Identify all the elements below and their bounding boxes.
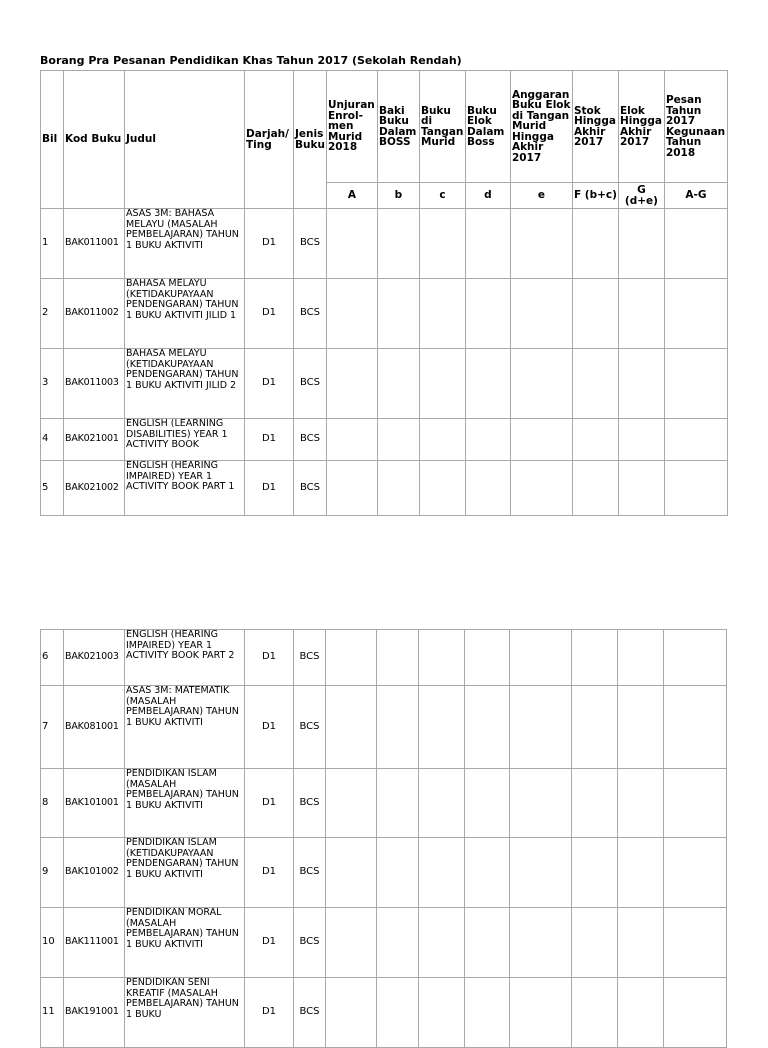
row-entry-cell[interactable] xyxy=(572,978,618,1048)
row-entry-cell[interactable] xyxy=(510,686,572,769)
header-stok: Stok Hingga Akhir 2017 xyxy=(572,71,618,183)
row-kod-buku: BAK081001 xyxy=(64,686,125,769)
row-entry-cell[interactable] xyxy=(326,209,377,279)
row-entry-cell[interactable] xyxy=(664,769,727,838)
row-jenis: BCS xyxy=(294,769,326,838)
letter-a-g: A-G xyxy=(664,183,727,209)
row-bil: 10 xyxy=(41,908,64,978)
row-judul: BAHASA MELAYU (KETIDAKUPAYAAN PENDENGARAN) TAHUN 1 BUKU AKTIVITI JILID 2 xyxy=(125,349,245,419)
row-entry-cell[interactable] xyxy=(377,686,419,769)
row-entry-cell[interactable] xyxy=(419,686,465,769)
row-darjah: D1 xyxy=(245,908,294,978)
form-title: Borang Pra Pesanan Pendidikan Khas Tahun 2017 (Sekolah Rendah) xyxy=(40,54,462,67)
header-elok: Buku Elok Dalam Boss xyxy=(465,71,510,183)
row-judul: ASAS 3M: MATEMATIK (MASALAH PEMBELAJARAN) TAHUN 1 BUKU AKTIVITI xyxy=(125,686,245,769)
row-entry-cell[interactable] xyxy=(618,908,664,978)
row-entry-cell[interactable] xyxy=(510,908,572,978)
header-tangan: Buku di Tangan Murid xyxy=(419,71,465,183)
table-row xyxy=(41,461,728,516)
row-darjah: D1 xyxy=(245,838,294,908)
row-kod-buku: BAK101002 xyxy=(64,838,125,908)
row-entry-cell[interactable] xyxy=(510,769,572,838)
row-entry-cell[interactable] xyxy=(618,349,664,419)
row-entry-cell[interactable] xyxy=(465,630,510,686)
row-entry-cell[interactable] xyxy=(377,419,419,461)
header-darjah: Darjah/ Ting xyxy=(245,71,294,209)
header-jenis: Jenis Buku xyxy=(294,71,327,209)
row-entry-cell[interactable] xyxy=(377,349,419,419)
row-entry-cell[interactable] xyxy=(618,630,664,686)
order-table-page-1 xyxy=(40,70,728,516)
row-bil: 5 xyxy=(41,461,64,516)
row-entry-cell[interactable] xyxy=(664,419,727,461)
row-entry-cell[interactable] xyxy=(465,769,510,838)
row-entry-cell[interactable] xyxy=(572,630,618,686)
row-entry-cell[interactable] xyxy=(664,349,727,419)
table-body-page-1 xyxy=(41,209,728,516)
row-entry-cell[interactable] xyxy=(510,349,572,419)
row-darjah: D1 xyxy=(245,978,294,1048)
row-entry-cell[interactable] xyxy=(510,279,572,349)
table-row xyxy=(41,349,728,419)
row-entry-cell[interactable] xyxy=(377,461,419,516)
row-entry-cell[interactable] xyxy=(510,461,572,516)
row-entry-cell[interactable] xyxy=(572,349,618,419)
row-kod-buku: BAK111001 xyxy=(64,908,125,978)
order-table-page-2 xyxy=(40,629,727,1048)
row-judul: ENGLISH (HEARING IMPAIRED) YEAR 1 ACTIVITY BOOK PART 2 xyxy=(125,630,245,686)
row-entry-cell[interactable] xyxy=(377,279,419,349)
row-entry-cell[interactable] xyxy=(326,349,377,419)
row-darjah: D1 xyxy=(245,461,294,516)
letter-g: G (d+e) xyxy=(618,183,664,209)
row-entry-cell[interactable] xyxy=(419,349,465,419)
row-darjah: D1 xyxy=(245,349,294,419)
letter-e: e xyxy=(510,183,572,209)
row-jenis: BCS xyxy=(294,209,327,279)
table-row xyxy=(41,419,728,461)
table-row xyxy=(41,908,727,978)
row-darjah: D1 xyxy=(245,686,294,769)
table-row xyxy=(41,838,727,908)
row-bil: 6 xyxy=(41,630,64,686)
row-entry-cell[interactable] xyxy=(664,209,727,279)
row-bil: 3 xyxy=(41,349,64,419)
row-entry-cell[interactable] xyxy=(664,630,727,686)
header-anggaran: Anggaran Buku Elok di Tangan Murid Hingga Akhir 2017 xyxy=(510,71,572,183)
table-row xyxy=(41,279,728,349)
row-entry-cell[interactable] xyxy=(377,630,419,686)
row-entry-cell[interactable] xyxy=(465,349,510,419)
row-entry-cell[interactable] xyxy=(465,978,510,1048)
row-kod-buku: BAK011001 xyxy=(64,209,125,279)
row-entry-cell[interactable] xyxy=(465,209,510,279)
row-entry-cell[interactable] xyxy=(510,419,572,461)
letter-a: A xyxy=(326,183,377,209)
row-entry-cell[interactable] xyxy=(572,209,618,279)
row-entry-cell[interactable] xyxy=(326,908,377,978)
row-entry-cell[interactable] xyxy=(465,419,510,461)
row-entry-cell[interactable] xyxy=(419,630,465,686)
row-entry-cell[interactable] xyxy=(326,769,377,838)
row-entry-cell[interactable] xyxy=(618,461,664,516)
table-row xyxy=(41,769,727,838)
row-bil: 4 xyxy=(41,419,64,461)
row-judul: BAHASA MELAYU (KETIDAKUPAYAAN PENDENGARAN) TAHUN 1 BUKU AKTIVITI JILID 1 xyxy=(125,279,245,349)
row-entry-cell[interactable] xyxy=(572,461,618,516)
row-judul: PENDIDIKAN ISLAM (MASALAH PEMBELAJARAN) TAHUN 1 BUKU AKTIVITI xyxy=(125,769,245,838)
row-entry-cell[interactable] xyxy=(572,419,618,461)
row-entry-cell[interactable] xyxy=(419,419,465,461)
row-entry-cell[interactable] xyxy=(465,461,510,516)
row-entry-cell[interactable] xyxy=(510,630,572,686)
table-row xyxy=(41,209,728,279)
row-entry-cell[interactable] xyxy=(618,769,664,838)
row-judul: ENGLISH (HEARING IMPAIRED) YEAR 1 ACTIVITY BOOK PART 1 xyxy=(125,461,245,516)
header-judul: Judul xyxy=(125,71,245,209)
row-kod-buku: BAK011003 xyxy=(64,349,125,419)
row-entry-cell[interactable] xyxy=(572,686,618,769)
row-entry-cell[interactable] xyxy=(618,978,664,1048)
row-entry-cell[interactable] xyxy=(419,838,465,908)
row-jenis: BCS xyxy=(294,419,327,461)
row-bil: 1 xyxy=(41,209,64,279)
row-entry-cell[interactable] xyxy=(572,279,618,349)
row-entry-cell[interactable] xyxy=(377,908,419,978)
row-darjah: D1 xyxy=(245,419,294,461)
row-entry-cell[interactable] xyxy=(326,279,377,349)
row-entry-cell[interactable] xyxy=(326,630,377,686)
row-entry-cell[interactable] xyxy=(664,686,727,769)
row-entry-cell[interactable] xyxy=(572,908,618,978)
header-unjuran: Unjuran Enrol-men Murid 2018 xyxy=(326,71,377,183)
row-entry-cell[interactable] xyxy=(419,461,465,516)
row-entry-cell[interactable] xyxy=(465,838,510,908)
table-row xyxy=(41,978,727,1048)
row-kod-buku: BAK101001 xyxy=(64,769,125,838)
row-kod-buku: BAK021001 xyxy=(64,419,125,461)
letter-f: F (b+c) xyxy=(572,183,618,209)
table-body-page-2 xyxy=(41,630,727,1048)
row-judul: PENDIDIKAN ISLAM (KETIDAKUPAYAAN PENDENGARAN) TAHUN 1 BUKU AKTIVITI xyxy=(125,838,245,908)
row-bil: 11 xyxy=(41,978,64,1048)
header-pesan: Pesan Tahun 2017 Kegunaan Tahun 2018 xyxy=(664,71,727,183)
row-entry-cell[interactable] xyxy=(664,461,727,516)
row-entry-cell[interactable] xyxy=(618,686,664,769)
row-entry-cell[interactable] xyxy=(510,838,572,908)
row-entry-cell[interactable] xyxy=(664,978,727,1048)
row-darjah: D1 xyxy=(245,209,294,279)
header-kod-buku: Kod Buku xyxy=(64,71,125,209)
row-entry-cell[interactable] xyxy=(572,838,618,908)
row-jenis: BCS xyxy=(294,838,326,908)
row-bil: 8 xyxy=(41,769,64,838)
row-bil: 9 xyxy=(41,838,64,908)
row-entry-cell[interactable] xyxy=(572,769,618,838)
row-jenis: BCS xyxy=(294,686,326,769)
row-judul: PENDIDIKAN MORAL (MASALAH PEMBELAJARAN) TAHUN 1 BUKU AKTIVITI xyxy=(125,908,245,978)
row-entry-cell[interactable] xyxy=(664,838,727,908)
letter-b: b xyxy=(377,183,419,209)
row-entry-cell[interactable] xyxy=(326,419,377,461)
row-judul: ENGLISH (LEARNING DISABILITIES) YEAR 1 ACTIVITY BOOK xyxy=(125,419,245,461)
letter-d: d xyxy=(465,183,510,209)
row-entry-cell[interactable] xyxy=(377,769,419,838)
row-entry-cell[interactable] xyxy=(618,838,664,908)
row-entry-cell[interactable] xyxy=(377,838,419,908)
table-row xyxy=(41,686,727,769)
row-entry-cell[interactable] xyxy=(377,978,419,1048)
row-entry-cell[interactable] xyxy=(326,978,377,1048)
row-entry-cell[interactable] xyxy=(510,209,572,279)
row-judul: ASAS 3M: BAHASA MELAYU (MASALAH PEMBELAJARAN) TAHUN 1 BUKU AKTIVITI xyxy=(125,209,245,279)
letter-c: c xyxy=(419,183,465,209)
row-darjah: D1 xyxy=(245,630,294,686)
row-entry-cell[interactable] xyxy=(510,978,572,1048)
row-entry-cell[interactable] xyxy=(326,838,377,908)
row-entry-cell[interactable] xyxy=(419,209,465,279)
row-jenis: BCS xyxy=(294,279,327,349)
row-jenis: BCS xyxy=(294,908,326,978)
row-entry-cell[interactable] xyxy=(419,908,465,978)
header-baki: Baki Buku Dalam BOSS xyxy=(377,71,419,183)
row-kod-buku: BAK021002 xyxy=(64,461,125,516)
row-entry-cell[interactable] xyxy=(664,908,727,978)
row-entry-cell[interactable] xyxy=(326,461,377,516)
table-row xyxy=(41,630,727,686)
row-darjah: D1 xyxy=(245,769,294,838)
row-kod-buku: BAK011002 xyxy=(64,279,125,349)
row-entry-cell[interactable] xyxy=(465,686,510,769)
row-entry-cell[interactable] xyxy=(377,209,419,279)
row-entry-cell[interactable] xyxy=(465,279,510,349)
row-entry-cell[interactable] xyxy=(618,209,664,279)
row-judul: PENDIDIKAN SENI KREATIF (MASALAH PEMBELAJARAN) TAHUN 1 BUKU xyxy=(125,978,245,1048)
row-kod-buku: BAK021003 xyxy=(64,630,125,686)
row-entry-cell[interactable] xyxy=(419,978,465,1048)
row-entry-cell[interactable] xyxy=(419,279,465,349)
row-jenis: BCS xyxy=(294,349,327,419)
header-bil: Bil xyxy=(41,71,64,209)
row-entry-cell[interactable] xyxy=(618,419,664,461)
row-jenis: BCS xyxy=(294,978,326,1048)
row-jenis: BCS xyxy=(294,630,326,686)
row-kod-buku: BAK191001 xyxy=(64,978,125,1048)
row-bil: 7 xyxy=(41,686,64,769)
row-bil: 2 xyxy=(41,279,64,349)
row-jenis: BCS xyxy=(294,461,327,516)
row-entry-cell[interactable] xyxy=(664,279,727,349)
row-entry-cell[interactable] xyxy=(419,769,465,838)
header-elok-hingga: Elok Hingga Akhir 2017 xyxy=(618,71,664,183)
row-entry-cell[interactable] xyxy=(326,686,377,769)
row-darjah: D1 xyxy=(245,279,294,349)
row-entry-cell[interactable] xyxy=(465,908,510,978)
row-entry-cell[interactable] xyxy=(618,279,664,349)
